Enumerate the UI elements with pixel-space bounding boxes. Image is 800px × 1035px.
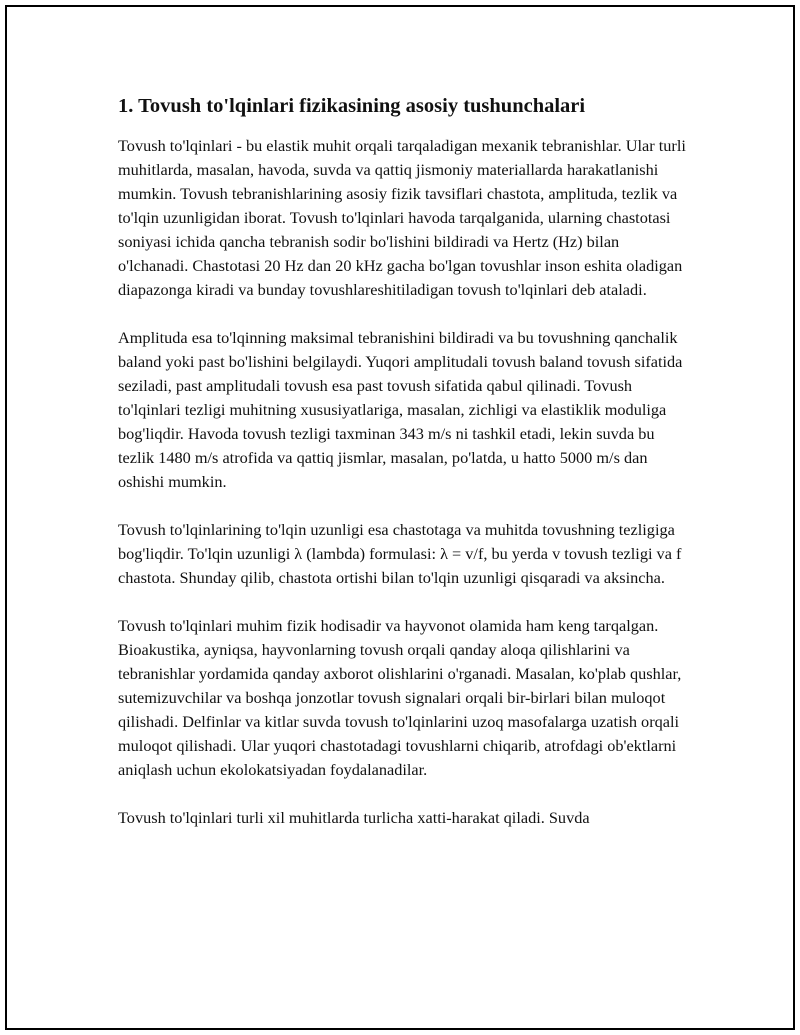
- paragraph-4: Tovush to'lqinlari muhim fizik hodisadir va hayvonot olamida ham keng tarqalgan. Bioakustika, ayniqsa, hayvonlarning tovush orqali qanday aloqa qilishlarini va tebranishlar yordamida qanday axborot olishlarini o'rganadi. Masalan, ko'plab qushlar, sutemizuvchilar va boshqa jonzotlar tovush signalari orqali bir-birlari bilan muloqot qilishadi. Delfinlar va kitlar suvda tovush to'lqinlarini uzoq masofalarga uzatish orqali muloqot qilishadi. Ular yuqori chastotadagi tovushlarni chiqarib, atrofdagi ob'ektlarni aniqlash uchun ekolokatsiyadan foydalanadilar.: [118, 615, 682, 779]
- paragraph-1: Tovush to'lqinlari - bu elastik muhit orqali tarqaladigan mexanik tebranishlar. Ular turli muhitlarda, masalan, havoda, suvda va qattiq jismoniy materiallarda harakatlanishi mumkin. Tovush tebranishlarining asosiy fizik tavsiflari chastota, amplituda, tezlik va to'lqin uzunligidan iborat. Tovush to'lqinlari havoda tarqalganida, ularning chastotasi soniyasi ichida qancha tebranish sodir bo'lishini bildiradi va Hertz (Hz) bilan o'lchanadi. Chastotasi 20 Hz dan 20 kHz gacha bo'lgan tovushlar inson eshita oladigan diapazonga kiradi va bunday tovushlareshitiladigan tovush to'lqinlari deb ataladi.: [118, 135, 686, 299]
- paragraph-3: Tovush to'lqinlarining to'lqin uzunligi esa chastotaga va muhitda tovushning tezligiga bog'liqdir. To'lqin uzunligi λ (lambda) formulasi: λ = v/f, bu yerda v tovush tezligi va f chastota. Shunday qilib, chastota ortishi bilan to'lqin uzunligi qisqaradi va aksincha.: [118, 519, 682, 587]
- document-body: [118, 93, 688, 854]
- document-page: [5, 5, 795, 1030]
- paragraph-5: Tovush to'lqinlari turli xil muhitlarda turlicha xatti-harakat qiladi. Suvda: [118, 807, 590, 827]
- section-title: 1. Tovush to'lqinlari fizikasining asosiy tushunchalari: [118, 95, 586, 117]
- paragraph-2: Amplituda esa to'lqinning maksimal tebranishini bildiradi va bu tovushning qanchalik baland yoki past bo'lishini belgilaydi. Yuqori amplitudali tovush baland tovush sifatida seziladi, past amplitudali tovush esa past tovush sifatida qabul qilinadi. Tovush to'lqinlari tezligi muhitning xususiyatlariga, masalan, zichligi va elastiklik moduliga bog'liqdir. Havoda tovush tezligi taxminan 343 m/s ni tashkil etadi, lekin suvda bu tezlik 1480 m/s atrofida va qattiq jismlar, masalan, po'latda, u hatto 5000 m/s dan oshishi mumkin.: [118, 327, 683, 491]
